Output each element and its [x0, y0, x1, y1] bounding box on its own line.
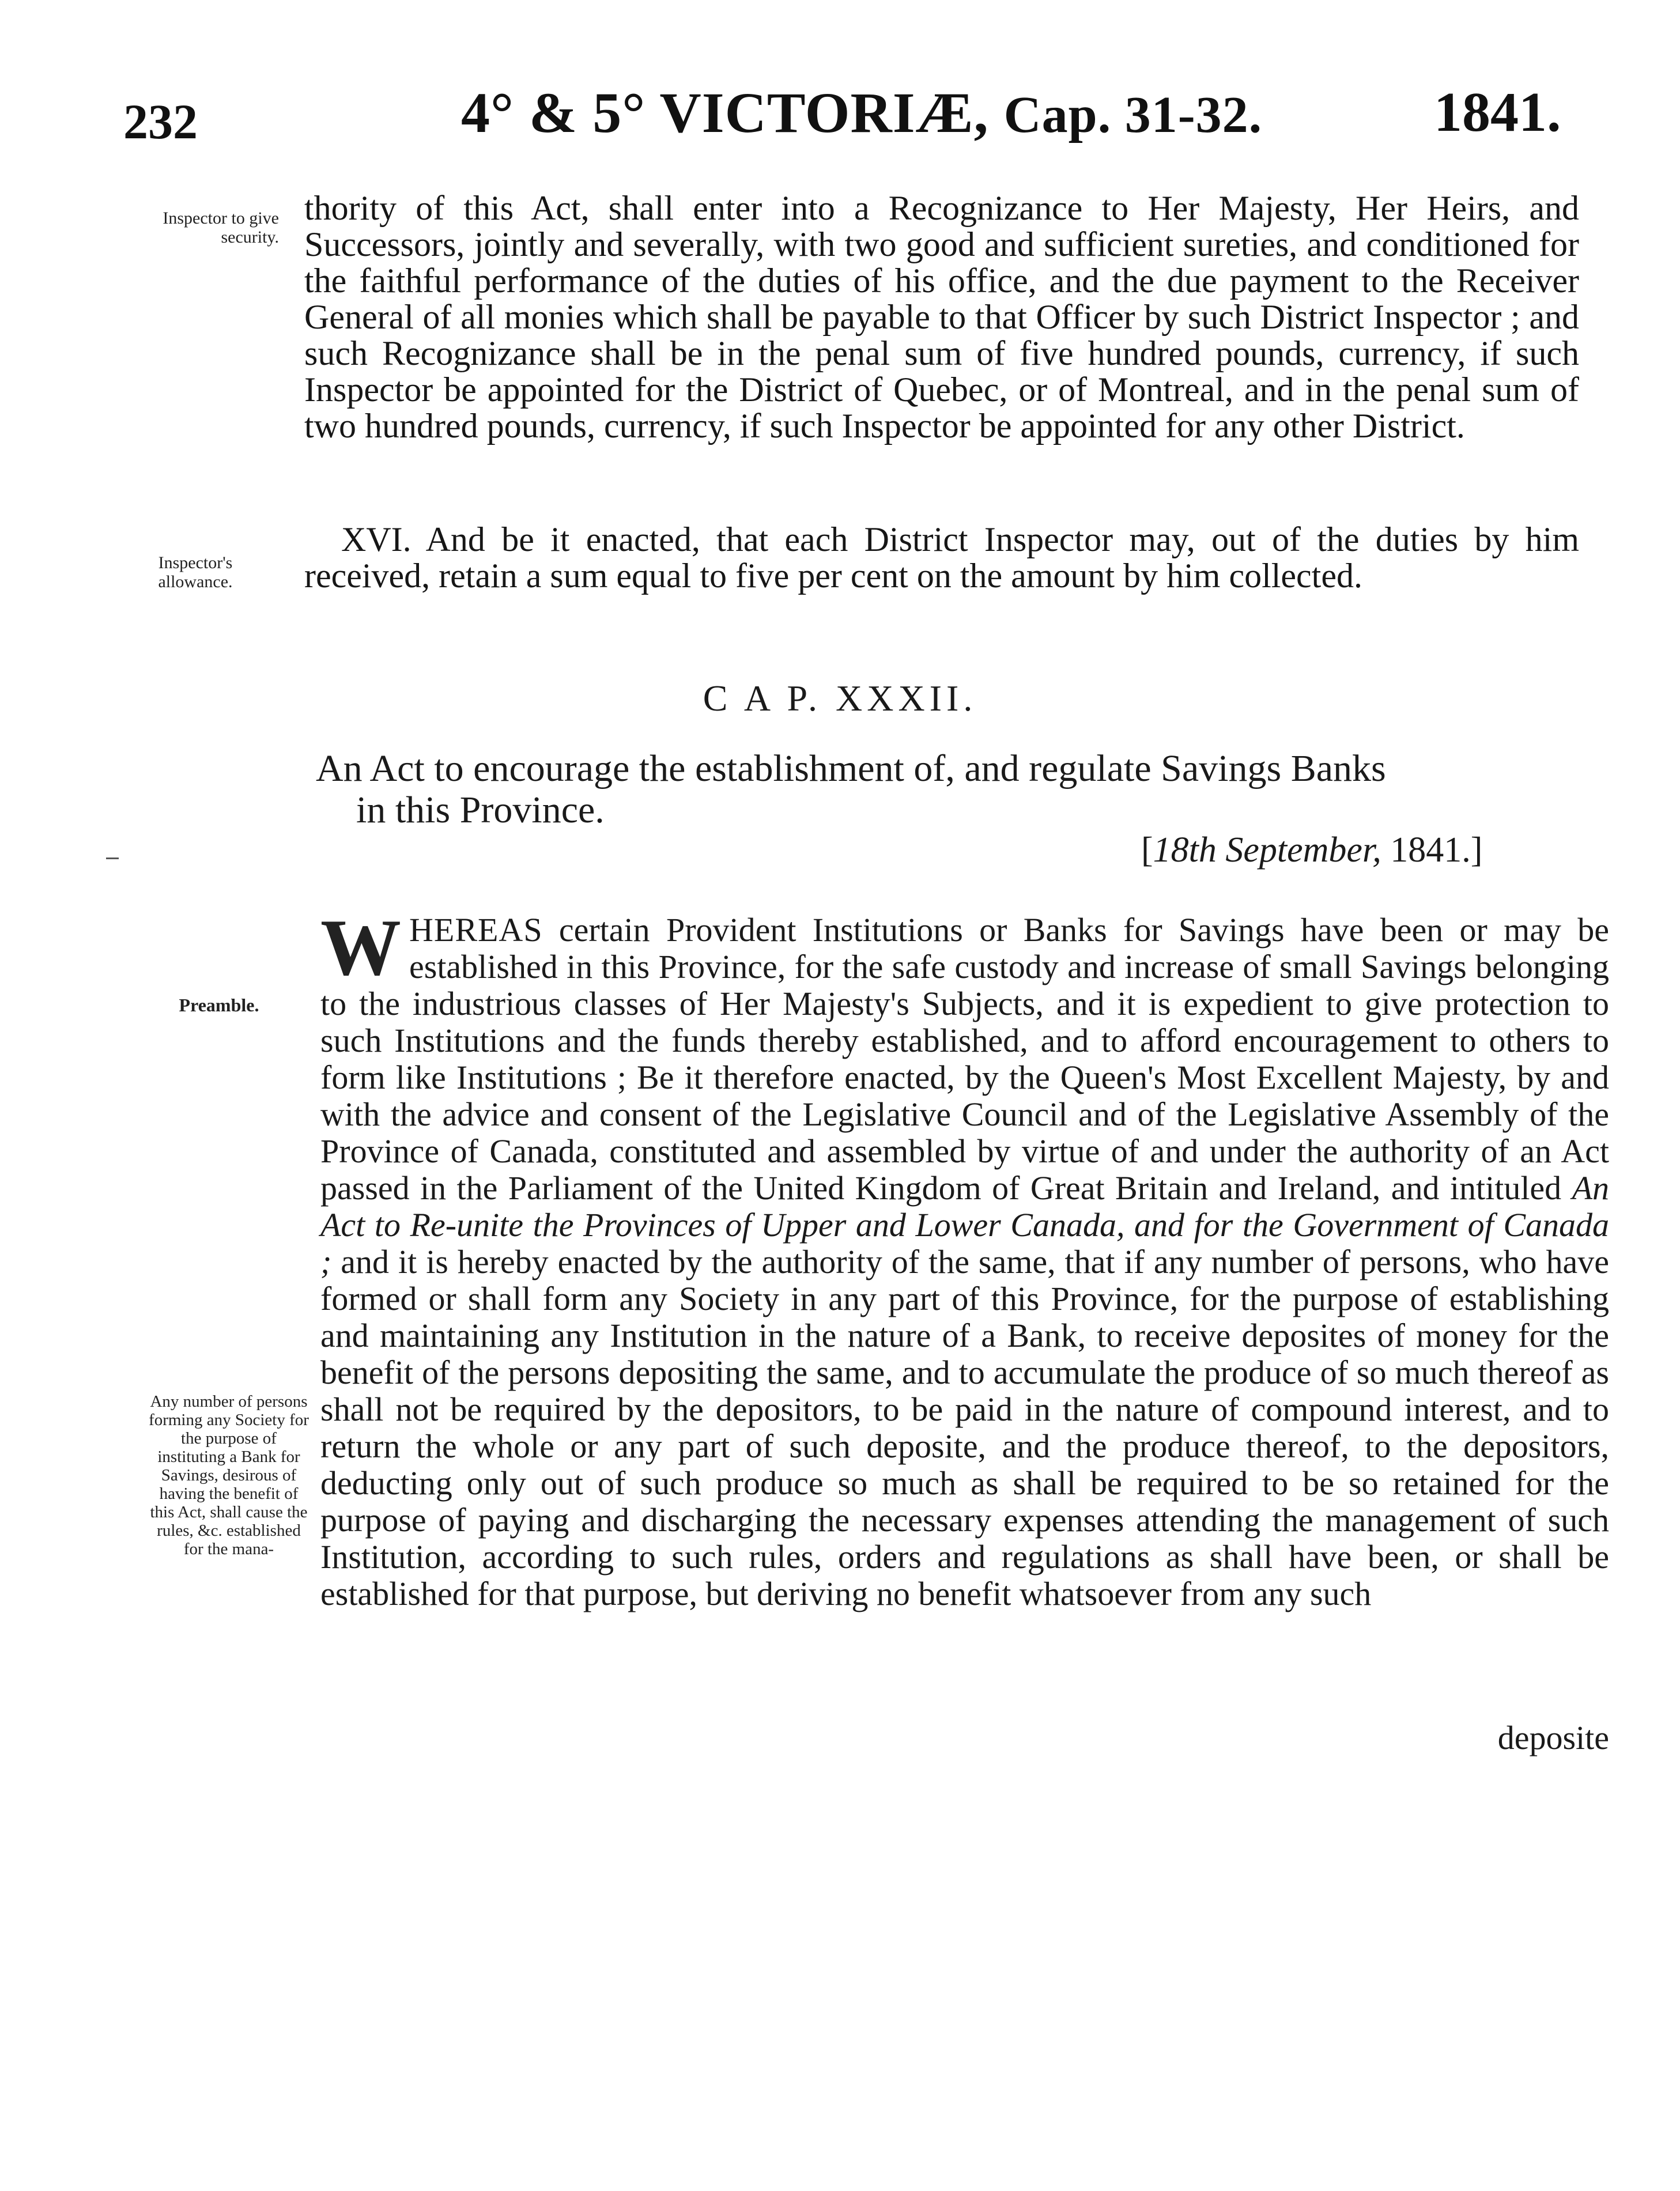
- section-15-continued-paragraph: thority of this Act, shall enter into a Recognizance to Her Majesty, Her Heirs, and Successors, jointly and severally, with two good and sufficient sureties, and conditioned for the faithful performance of the duties of his office, and the due payment to the Receiver General of all monies which shall be payable to that Officer by such District Inspector ; and such Recognizance shall be in the penal sum of five hundred pounds, currency, if such Inspector be appointed for the District of Quebec, or of Montreal, and in the penal sum of two hundred pounds, currency, if such Inspector be appointed for any other District.: [304, 189, 1579, 445]
- margin-note-preamble: Preamble.: [179, 995, 259, 1015]
- page-number: 232: [123, 94, 198, 149]
- running-title: [461, 81, 1263, 145]
- assent-date-bracket: [: [1141, 830, 1153, 870]
- section-16-paragraph: XVI. And be it enacted, that each District Inspector may, out of the duties by him received, retain a sum equal to five per cent on the amount by him collected.: [304, 520, 1579, 595]
- header-year: 1841.: [1434, 81, 1561, 143]
- regnal-year-title: 4° & 5° VICTORIÆ,: [461, 81, 989, 145]
- preamble-paragraph: [320, 903, 1609, 1612]
- assent-date-day-month: 18th September,: [1153, 830, 1381, 870]
- margin-note-inspector-security: Inspector to give security.: [163, 209, 279, 247]
- preamble-text-part-1: certain Provident Institutions or Banks for Savings have been or may be established in this Province, for the safe custody and increase of small Savings belonging to the industrious classes of Her Majesty's Subjects, and it is expedient to give protection to such Institutions and the funds thereby established, and to afford encouragement to others to form like Institutions ; Be it therefore enacted, by the Queen's Most Excellent Majesty, by and with the advice and consent of the Legislative Council and of the Legislative Assembly of the Province of Canada, constituted and assembled by virtue of and under the authority of an Act passed in the Parliament of the United Kingdom of Great Britain and Ireland, and intituled: [320, 911, 1609, 1207]
- catchword: deposite: [1497, 1719, 1609, 1756]
- chapter-reference: Cap. 31-32.: [1003, 86, 1263, 143]
- margin-note-inspector-allowance: Inspector's allowance.: [158, 553, 233, 591]
- assent-date: [1141, 830, 1482, 871]
- act-title-line-1: An Act to encourage the establishment of, and regulate Savings Banks: [316, 747, 1386, 789]
- margin-dash-mark: [106, 857, 119, 859]
- chapter-heading: C A P. XXXII.: [703, 678, 977, 719]
- drop-capital: W: [320, 903, 401, 992]
- preamble-text-part-2: and it is hereby enacted by the authority of the same, that if any number of persons, who have formed or shall form any Society in any part of this Province, for the purpose of establishing and maintaining any Institution in the nature of a Bank, to receive deposites of money for the benefit of the persons depositing the same, and to accumulate the produce of so much thereof as shall not be required by the depositors, to be paid in the nature of compound interest, and to return the whole or any part of such deposite, and the produce thereof, to the depositors, deducting only out of such produce so much as shall be required to be so retained for the purpose of paying and discharging the necessary expenses attending the management of such Institution, according to such rules, orders and regulations as shall have been, or shall be established for that purpose, but deriving no benefit whatsoever from any such: [320, 1243, 1609, 1612]
- assent-date-year: 1841.]: [1381, 830, 1483, 870]
- preamble-italic-act-title: An Act to Re-unite the Provinces of Upper and Lower Canada, and for the Government of Canada ;: [320, 1169, 1609, 1280]
- act-title: [316, 748, 1601, 831]
- margin-note-savings-society: Any number of persons forming any Society for the purpose of instituting a Bank for Savings, desirous of having the benefit of this Act, shall cause the rules, &c. established for the mana-: [149, 1392, 309, 1558]
- preamble-opening-word: HEREAS: [409, 911, 543, 949]
- act-title-line-2: in this Province.: [356, 789, 605, 831]
